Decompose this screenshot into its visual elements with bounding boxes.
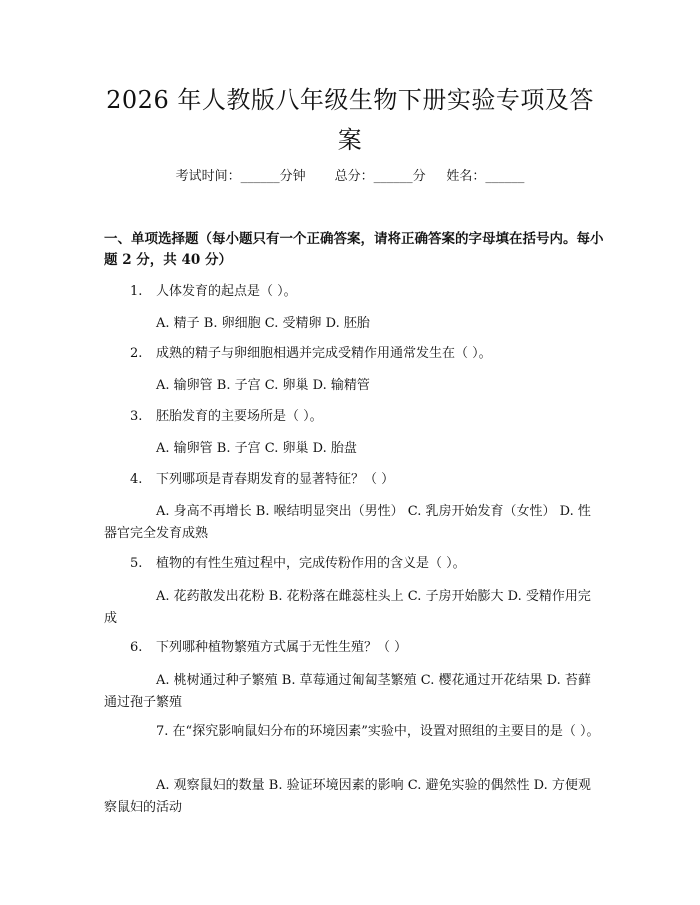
score-blank: ______ (373, 169, 413, 184)
question-6-options: A. 桃树通过种子繁殖 B. 草莓通过匍匐茎繁殖 C. 樱花通过开花结果 D. 苔藓通过孢子繁殖 (104, 673, 591, 710)
name-blank: ______ (485, 169, 525, 184)
score-unit: 分 (412, 169, 426, 184)
name-label: 姓名： (446, 169, 486, 184)
question-text: 下列哪项是青春期发育的显著特征？（ ） (156, 472, 395, 487)
question-2 (104, 343, 604, 365)
question-number: 1. (130, 284, 143, 299)
score-label: 总分： (334, 169, 374, 184)
section-heading: 一、单项选择题（每小题只有一个正确答案，请将正确答案的字母填在括号内。每小题 2 分，共 40 分） (104, 231, 604, 268)
question-text: 在“探究影响鼠妇分布的环境因素”实验中，设置对照组的主要目的是（ ）。 (172, 724, 600, 739)
question-2-options: A. 输卵管 B. 子宫 C. 卵巢 D. 输精管 (156, 378, 370, 393)
time-blank: ______ (240, 169, 280, 184)
question-4 (104, 469, 604, 491)
question-text: 下列哪种植物繁殖方式属于无性生殖？（ ） (156, 640, 408, 655)
question-number: 5. (130, 556, 143, 571)
question-6 (104, 637, 604, 659)
question-text: 植物的有性生殖过程中，完成传粉作用的含义是（ ）。 (156, 556, 466, 571)
question-number: 4. (130, 472, 143, 487)
question-number: 7. (156, 724, 169, 739)
question-number: 3. (130, 409, 143, 424)
question-3-options: A. 输卵管 B. 子宫 C. 卵巢 D. 胎盘 (156, 441, 357, 456)
question-3 (104, 406, 604, 428)
question-4-options: A. 身高不再增长 B. 喉结明显突出（男性） C. 乳房开始发育（女性） D. 性器官完全发育成熟 (104, 504, 591, 541)
exam-meta-line (0, 167, 700, 187)
time-unit: 分钟 (279, 169, 306, 184)
question-text: 成熟的精子与卵细胞相遇并完成受精作用通常发生在（ ）。 (156, 346, 492, 361)
question-7-options: A. 观察鼠妇的数量 B. 验证环境因素的影响 C. 避免实验的偶然性 D. 方便观察鼠妇的活动 (104, 778, 591, 815)
document-title: 2026 年人教版八年级生物下册实验专项及答案 (106, 86, 594, 154)
question-number: 6. (130, 640, 143, 655)
question-7 (104, 721, 604, 743)
question-1-options: A. 精子 B. 卵细胞 C. 受精卵 D. 胚胎 (156, 316, 370, 331)
question-text: 胚胎发育的主要场所是（ ）。 (156, 409, 323, 424)
question-5-options: A. 花药散发出花粉 B. 花粉落在雌蕊柱头上 C. 子房开始膨大 D. 受精作用完成 (104, 589, 591, 626)
question-number: 2. (130, 346, 143, 361)
question-5 (104, 553, 604, 575)
question-1 (104, 281, 604, 303)
question-text: 人体发育的起点是（ ）。 (156, 284, 297, 299)
time-label: 考试时间： (175, 169, 241, 184)
